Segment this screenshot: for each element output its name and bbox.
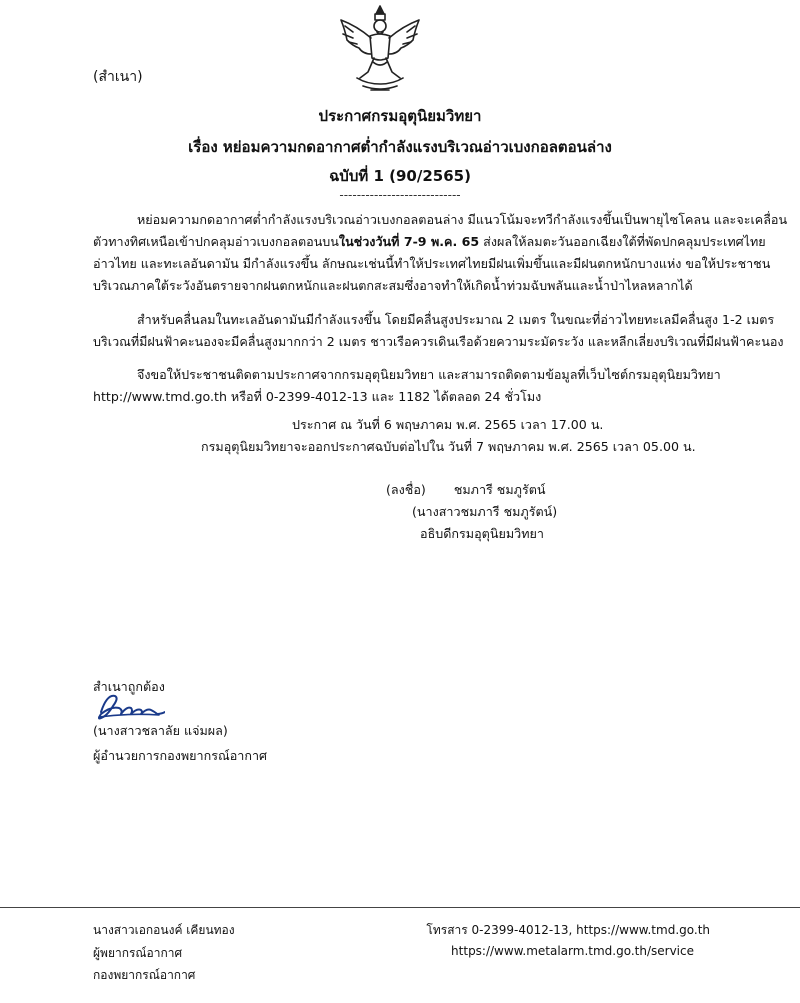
paragraph-waves <box>93 309 784 353</box>
garuda-emblem-icon <box>335 2 425 94</box>
certified-copy-label: สำเนาถูกต้อง <box>93 679 165 694</box>
paragraph-contact <box>93 364 719 408</box>
footer-author-role: ผู้พยากรณ์อากาศ <box>93 946 183 960</box>
signed-name: ชมภารี ชมภูรัตน์ <box>453 482 546 497</box>
paragraph-text: ตัวทางทิศเหนือเข้าปกคลุมอ่าวเบงกอลตอนบน <box>93 234 339 249</box>
signatory-full-name: (นางสาวชมภารี ชมภูรัตน์) <box>412 504 558 519</box>
footer-service-url: https://www.metalarm.tmd.go.th/service <box>451 944 694 958</box>
title-divider: ---------------------------- <box>339 188 461 202</box>
footer-author: นางสาวเอกอนงค์ เคียนทอง <box>93 923 235 937</box>
announcement-subject: เรื่อง หย่อมความกดอากาศต่ำกำลังแรงบริเวณอ่าวเบงกอลตอนล่าง <box>188 138 612 156</box>
signature-line <box>386 479 546 501</box>
certifier-position: ผู้อำนวยการกองพยากรณ์อากาศ <box>93 748 268 763</box>
announcement-title: ประกาศกรมอุตุนิยมวิทยา <box>318 107 482 125</box>
certifier-name: (นางสาวชลาลัย แจ่มผล) <box>93 723 228 738</box>
paragraph-line: บริเวณที่มีฝนฟ้าคะนองจะมีคลื่นสูงมากกว่า 2 เมตร ชาวเรือควรเดินเรือด้วยความระมัดระวัง และหลีกเลี่ยงบริเวณที่มีฝนฟ้าคะนอง <box>93 334 784 349</box>
footer-divider <box>0 907 800 908</box>
paragraph-line <box>93 231 766 253</box>
next-announcement: กรมอุตุนิยมวิทยาจะออกประกาศฉบับต่อไปใน วันที่ 7 พฤษภาคม พ.ศ. 2565 เวลา 05.00 น. <box>201 439 696 454</box>
paragraph-line: จึงขอให้ประชาชนติดตามประกาศจากกรมอุตุนิยมวิทยา และสามารถติดตามข้อมูลที่เว็บไซต์กรมอุตุนิยมวิทยา <box>137 367 721 382</box>
paragraph-line: อ่าวไทย และทะเลอันดามัน มีกำลังแรงขึ้น ลักษณะเช่นนี้ทำให้ประเทศไทยมีฝนเพิ่มขึ้นและมีฝนตกหนักบางแห่ง ขอให้ประชาชน <box>93 256 771 271</box>
handwritten-signature-icon <box>95 690 165 724</box>
highlight-dates: ในช่วงวันที่ 7-9 พ.ค. 65 <box>338 234 480 249</box>
paragraph-forecast <box>93 209 788 297</box>
paragraph-line: สำหรับคลื่นลมในทะเลอันดามันมีกำลังแรงขึ้น โดยมีคลื่นสูงประมาณ 2 เมตร ในขณะที่อ่าวไทยทะเลมีคลื่นสูง 1-2 เมตร <box>137 312 775 327</box>
paragraph-line: http://www.tmd.go.th หรือที่ 0-2399-4012-13 และ 1182 ได้ตลอด 24 ชั่วโมง <box>93 389 542 404</box>
signatory-position: อธิบดีกรมอุตุนิยมวิทยา <box>420 526 544 541</box>
paragraph-line: บริเวณภาคใต้ระวังอันตรายจากฝนตกหนักและฝนตกสะสมซึ่งอาจทำให้เกิดน้ำท่วมฉับพลันและน้ำป่าไหลหลากได้ <box>93 278 693 293</box>
paragraph-text: ส่งผลให้ลมตะวันออกเฉียงใต้ที่พัดปกคลุมประเทศไทย <box>479 234 766 249</box>
announcement-number: ฉบับที่ 1 (90/2565) <box>329 167 471 185</box>
paragraph-line: หย่อมความกดอากาศต่ำกำลังแรงบริเวณอ่าวเบงกอลตอนล่าง มีแนวโน้มจะทวีกำลังแรงขึ้นเป็นพายุไซโคลน และจะเคลื่อน <box>137 212 788 227</box>
footer-contact: โทรสาร 0-2399-4012-13, https://www.tmd.go.th <box>426 923 710 937</box>
copy-mark: (สำเนา) <box>93 69 143 85</box>
announce-date: ประกาศ ณ วันที่ 6 พฤษภาคม พ.ศ. 2565 เวลา 17.00 น. <box>292 417 604 432</box>
footer-division: กองพยากรณ์อากาศ <box>93 968 196 982</box>
signed-label: (ลงชื่อ) <box>386 482 426 497</box>
